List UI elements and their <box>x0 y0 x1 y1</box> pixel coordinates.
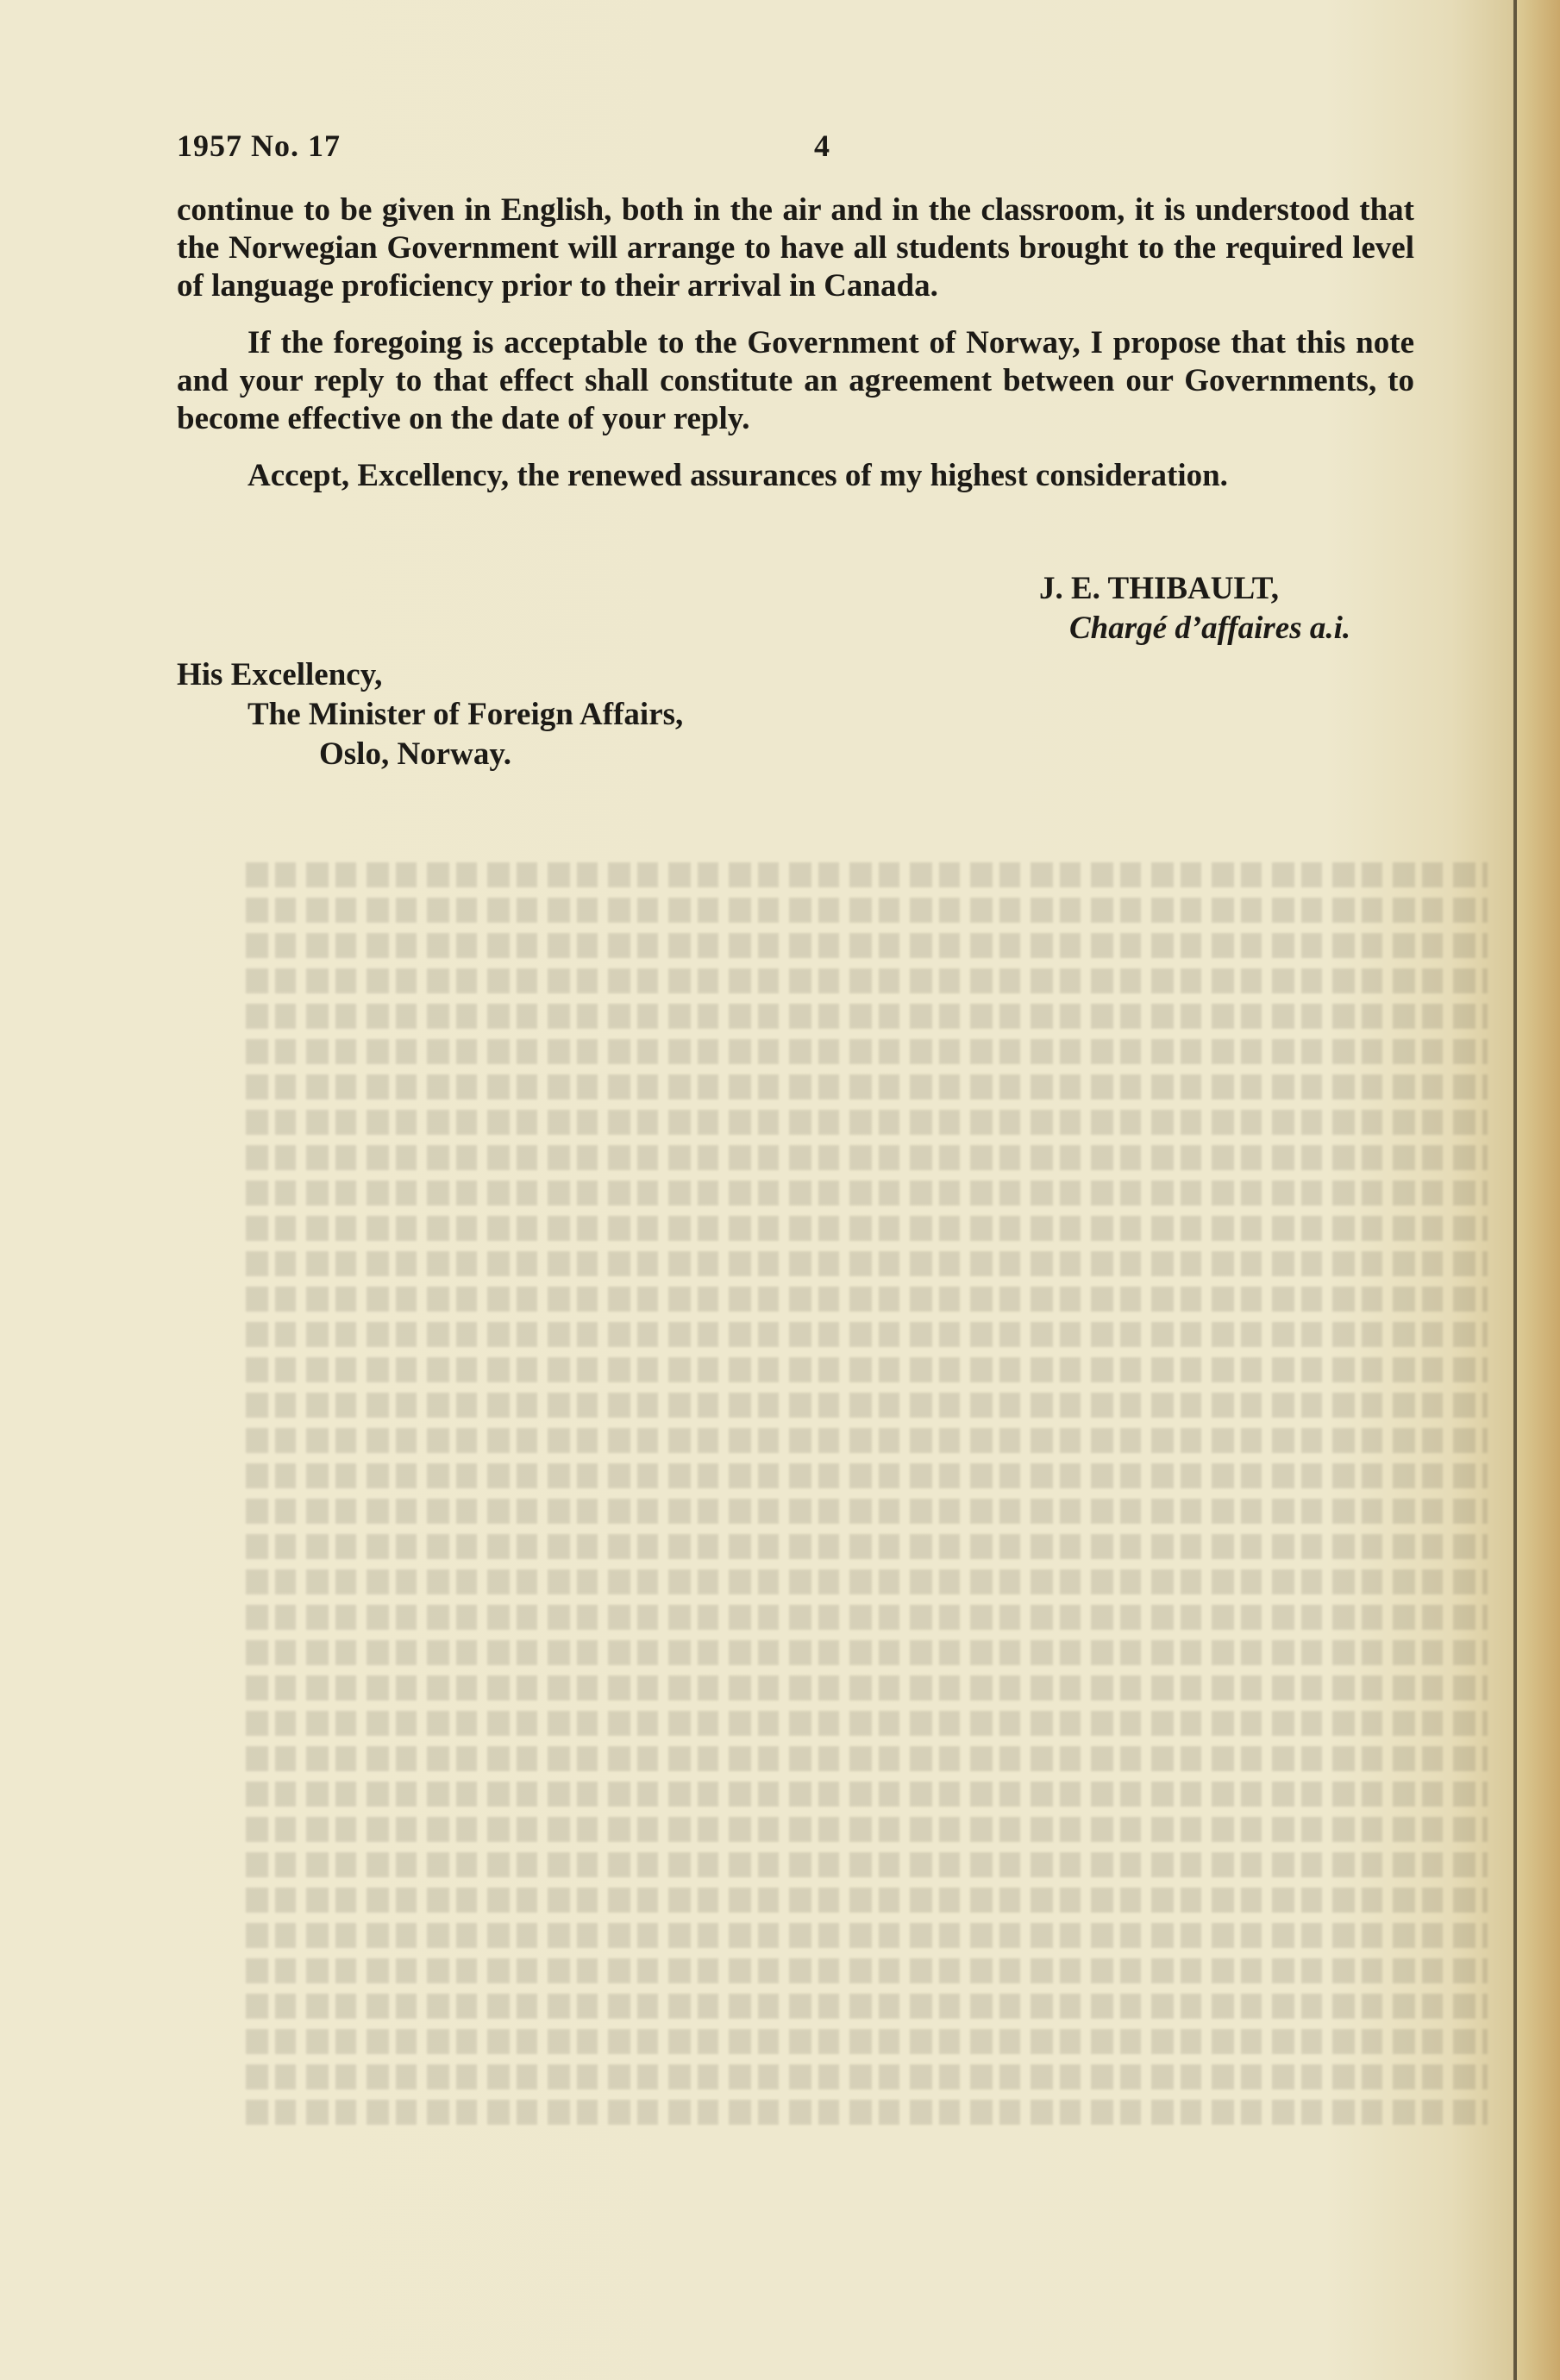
document-id: 1957 No. 17 <box>177 128 341 163</box>
page-edge-shadow <box>1517 0 1560 2380</box>
signatory-name: J. E. THIBAULT, <box>1039 571 1279 606</box>
addressee-location: Oslo, Norway. <box>319 736 512 772</box>
addressee-office: The Minister of Foreign Affairs, <box>247 697 684 732</box>
reverse-side-show-through <box>246 862 1488 2208</box>
body-paragraph: continue to be given in English, both in the air and in the classroom, it is understood that the Norwegian Government will arrange to have all students brought to the required level of language proficiency prior to their arrival in Canada. <box>177 192 1414 304</box>
page-number: 4 <box>814 128 830 163</box>
signatory-title: Chargé d’affaires a.i. <box>1069 611 1351 646</box>
addressee-salutation: His Excellency, <box>177 657 383 692</box>
letter-body <box>177 191 1414 514</box>
addressee-block <box>177 655 683 774</box>
body-paragraph: If the foregoing is acceptable to the Government of Norway, I propose that this note and your reply to that effect shall constitute an agreement between our Governments, to become effective on the date of your reply. <box>177 325 1414 436</box>
binding-edge <box>1513 0 1517 2380</box>
signature-block <box>1035 569 1350 648</box>
closing-paragraph: Accept, Excellency, the renewed assurances of my highest consideration. <box>247 458 1228 493</box>
